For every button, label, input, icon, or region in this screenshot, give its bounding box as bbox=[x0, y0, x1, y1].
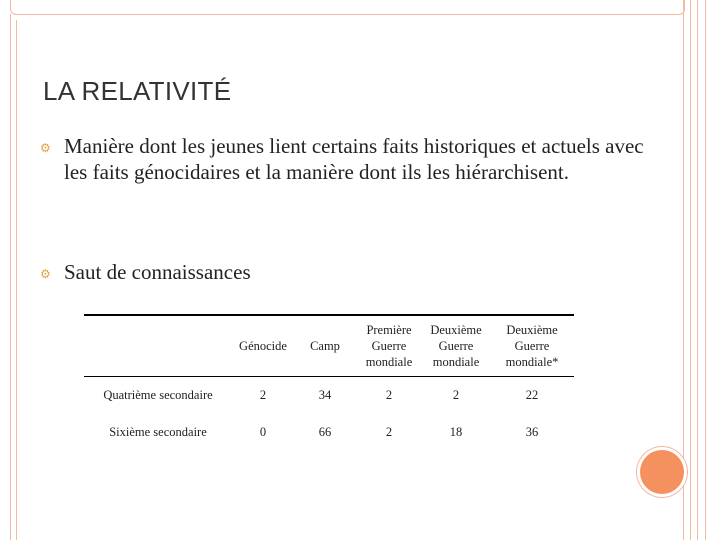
decorative-circle bbox=[640, 450, 684, 494]
table-cell: 2 bbox=[385, 388, 393, 402]
table-header-cell bbox=[84, 315, 232, 377]
table-header-cell: Camp bbox=[310, 339, 340, 353]
table-header-cell: Deuxième Guerre mondiale* bbox=[505, 323, 559, 369]
table-header-row bbox=[84, 315, 574, 377]
table-cell: 2 bbox=[452, 388, 460, 402]
decorative-frame-left-outer bbox=[10, 14, 11, 540]
table-header-cell: Deuxième Guerre mondiale bbox=[430, 323, 482, 369]
slide-title: LA RELATIVITÉ bbox=[43, 76, 232, 106]
table-row-label: Sixième secondaire bbox=[109, 425, 207, 439]
decorative-line-right bbox=[683, 0, 684, 540]
table-header-cell: Génocide bbox=[239, 339, 287, 353]
table-cell: 18 bbox=[449, 425, 463, 439]
table-cell: 66 bbox=[318, 425, 332, 439]
decorative-frame-top bbox=[10, 0, 685, 15]
table-row bbox=[84, 414, 574, 451]
table-cell: 22 bbox=[525, 388, 539, 402]
table-cell: 2 bbox=[385, 425, 393, 439]
table-header-cell: Première Guerre mondiale bbox=[365, 323, 413, 369]
decorative-frame-left-inner bbox=[16, 20, 17, 540]
decorative-line-right bbox=[705, 0, 706, 540]
table-cell: 2 bbox=[259, 388, 267, 402]
table-cell: 0 bbox=[259, 425, 267, 439]
table-cell: 34 bbox=[318, 388, 332, 402]
table-row-label: Quatrième secondaire bbox=[103, 388, 213, 402]
gear-icon: ⚙ bbox=[40, 267, 51, 281]
table-cell: 36 bbox=[525, 425, 539, 439]
decorative-line-right bbox=[690, 0, 691, 540]
gear-icon: ⚙ bbox=[40, 141, 51, 155]
bullet-item: Saut de connaissances bbox=[64, 260, 251, 284]
decorative-line-right bbox=[697, 0, 698, 540]
data-table bbox=[84, 314, 574, 451]
table-row bbox=[84, 377, 574, 415]
bullet-item: Manière dont les jeunes lient certains faits historiques et actuels avec les faits génocidaires et la manière dont ils les hiérarchisent. bbox=[64, 134, 644, 184]
